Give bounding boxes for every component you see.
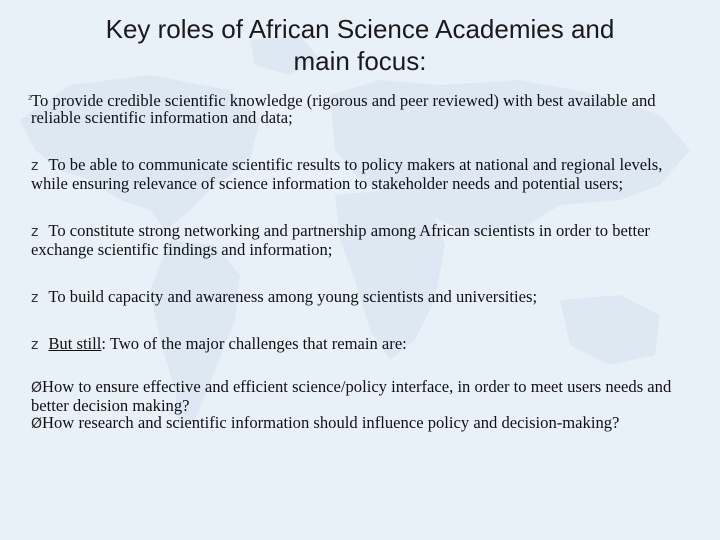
- list-item: [31, 156, 696, 192]
- list-item-text: To constitute strong networking and partnership among African scientists in order to better exchange scientific findings and information;: [31, 221, 650, 259]
- challenge-item-text: How research and scientific information should influence policy and decision-making?: [42, 413, 620, 432]
- challenge-item-text: How to ensure effective and efficient science/policy interface, in order to meet users needs and better decision making?: [31, 377, 672, 415]
- challenge-item: [31, 414, 696, 433]
- bullet-icon: z: [31, 158, 39, 174]
- title-line-1: Key roles of African Science Academies and: [105, 14, 615, 44]
- bullet-icon: z: [31, 290, 39, 306]
- bullet-icon: z: [28, 93, 33, 102]
- list-item-text: To be able to communicate scientific results to policy makers at national and regional levels, while ensuring relevance of science information to stakeholder needs and potential users;: [31, 155, 663, 193]
- list-item: [28, 91, 696, 127]
- arrow-bullet-icon: Ø: [31, 380, 43, 396]
- challenge-lead: But still: [48, 334, 102, 353]
- slide-title: [60, 13, 660, 77]
- list-item-text: To provide credible scientific knowledge (rigorous and peer reviewed) with best available and reliable scientific information and data;: [31, 91, 656, 127]
- arrow-bullet-icon: Ø: [31, 416, 43, 432]
- list-item-text: To build capacity and awareness among young scientists and universities;: [48, 287, 538, 306]
- slide-body: [28, 91, 696, 433]
- bullet-icon: z: [31, 224, 39, 240]
- list-item: [31, 222, 696, 258]
- list-item: [31, 288, 696, 307]
- challenge-intro: [31, 335, 696, 354]
- title-line-2: main focus:: [293, 46, 427, 76]
- bullet-icon: z: [31, 337, 39, 353]
- challenge-rest: : Two of the major challenges that remain are:: [101, 334, 407, 353]
- challenge-item: [31, 378, 696, 414]
